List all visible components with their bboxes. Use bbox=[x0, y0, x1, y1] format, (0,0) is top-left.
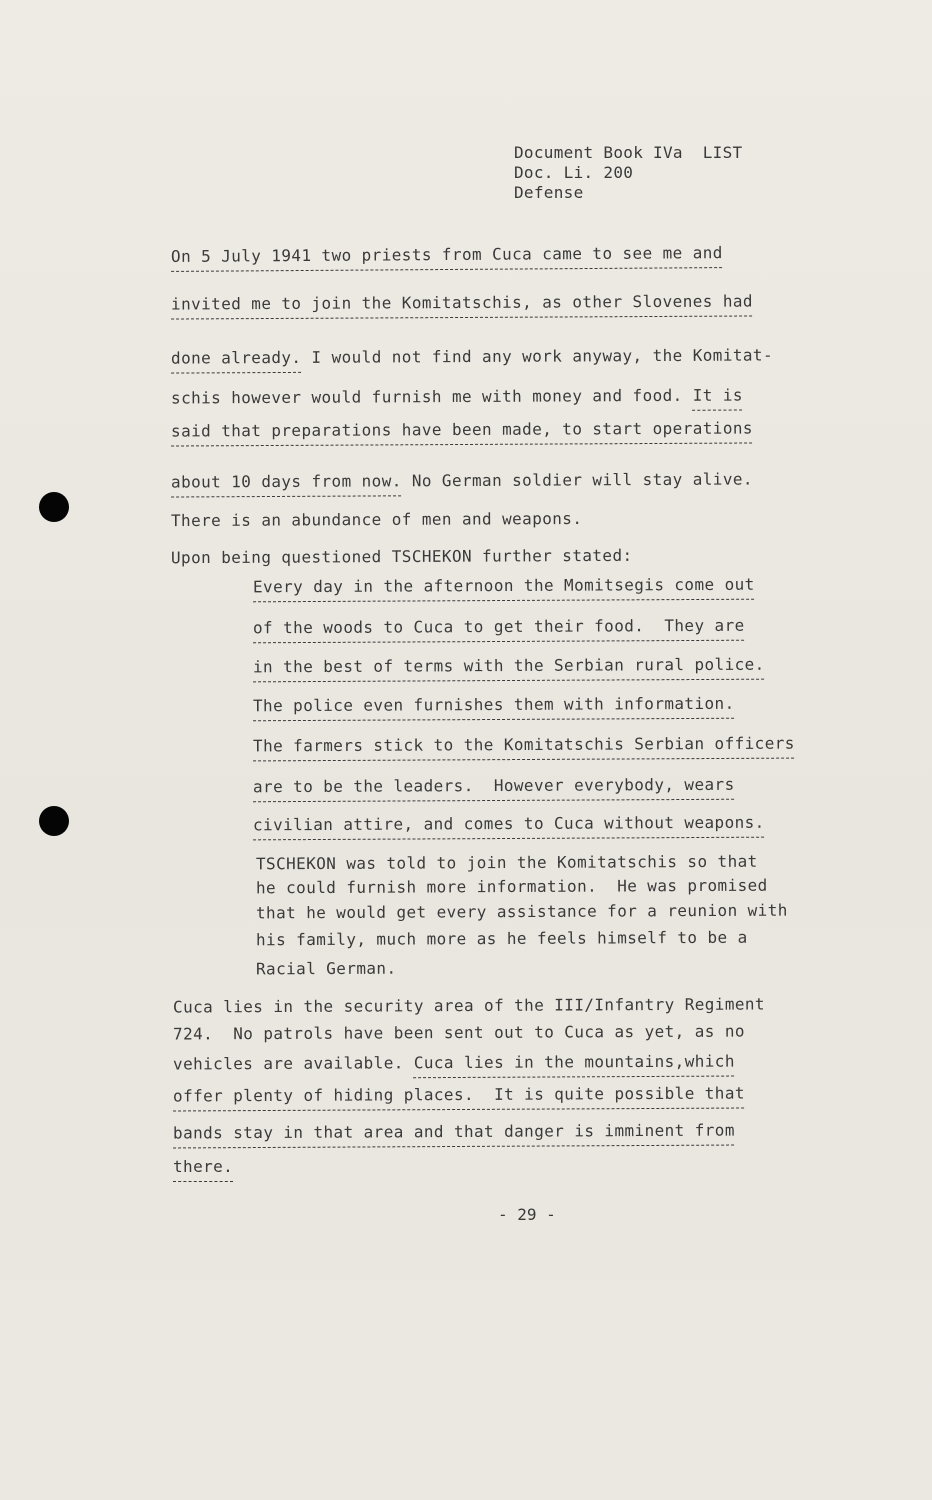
tschekon-note-line-4: his family, much more as he feels himself to be a bbox=[255, 927, 748, 950]
conclusion-line-4: offer plenty of hiding places. It is quite possible that bbox=[172, 1083, 745, 1106]
document-party: Defense bbox=[514, 183, 584, 202]
conclusion-line-1: Cuca lies in the security area of the III/Infantry Regiment bbox=[172, 994, 765, 1017]
document-book-label: Document Book IVa LIST bbox=[514, 143, 743, 162]
statement-line-2: invited me to join the Komitatschis, as other Slovenes had bbox=[170, 291, 753, 314]
plain-phrase: vehicles are available. bbox=[172, 1053, 414, 1074]
underlined-phrase: Cuca lies in the mountains,which bbox=[413, 1051, 735, 1073]
statement-line-7: There is an abundance of men and weapons. bbox=[170, 508, 583, 531]
page-number: - 29 - bbox=[498, 1205, 556, 1224]
tschekon-note-line-3: that he would get every assistance for a reunion with bbox=[255, 900, 788, 923]
plain-phrase: I would not find any work anyway, the Komitat- bbox=[301, 345, 774, 367]
conclusion-line-6: there. bbox=[173, 1157, 234, 1176]
statement-line-5: said that preparations have been made, to start operations bbox=[170, 418, 753, 441]
conclusion-line-3 bbox=[173, 1052, 735, 1075]
tschekon-line-1: Every day in the afternoon the Momitsegis come out bbox=[252, 574, 755, 597]
statement-line-3 bbox=[171, 345, 773, 368]
punch-hole bbox=[39, 806, 69, 836]
underlined-phrase: done already. bbox=[170, 347, 302, 368]
tschekon-note-line-1: TSCHEKON was told to join the Komitatschis so that bbox=[255, 851, 758, 874]
tschekon-line-3: in the best of terms with the Serbian rural police. bbox=[252, 654, 765, 677]
statement-line-6 bbox=[171, 469, 753, 492]
questioned-intro: Upon being questioned TSCHEKON further stated: bbox=[170, 545, 633, 568]
tschekon-line-7: civilian attire, and comes to Cuca without weapons. bbox=[252, 812, 765, 835]
tschekon-line-5: The farmers stick to the Komitatschis Serbian officers bbox=[252, 733, 795, 756]
underlined-phrase: about 10 days from now. bbox=[170, 471, 402, 492]
conclusion-line-2: 724. No patrols have been sent out to Cuca as yet, as no bbox=[172, 1021, 745, 1044]
plain-phrase: schis however would furnish me with money and food. bbox=[170, 385, 693, 408]
conclusion-line-5: bands stay in that area and that danger is imminent from bbox=[172, 1120, 735, 1143]
tschekon-note-line-2: he could furnish more information. He was promised bbox=[255, 875, 768, 898]
tschekon-line-4: The police even furnishes them with information. bbox=[252, 693, 735, 716]
underlined-phrase: It is bbox=[692, 385, 743, 405]
statement-line-4 bbox=[171, 386, 743, 409]
plain-phrase: No German soldier will stay alive. bbox=[401, 469, 753, 491]
tschekon-line-6: are to be the leaders. However everybody, wears bbox=[252, 774, 735, 797]
document-number: Doc. Li. 200 bbox=[514, 163, 634, 182]
tschekon-note-line-5: Racial German. bbox=[255, 958, 397, 979]
punch-hole bbox=[39, 492, 69, 522]
statement-line-1: On 5 July 1941 two priests from Cuca came to see me and bbox=[170, 243, 723, 266]
tschekon-line-2: of the woods to Cuca to get their food. They are bbox=[252, 615, 745, 638]
document-header bbox=[514, 143, 742, 203]
